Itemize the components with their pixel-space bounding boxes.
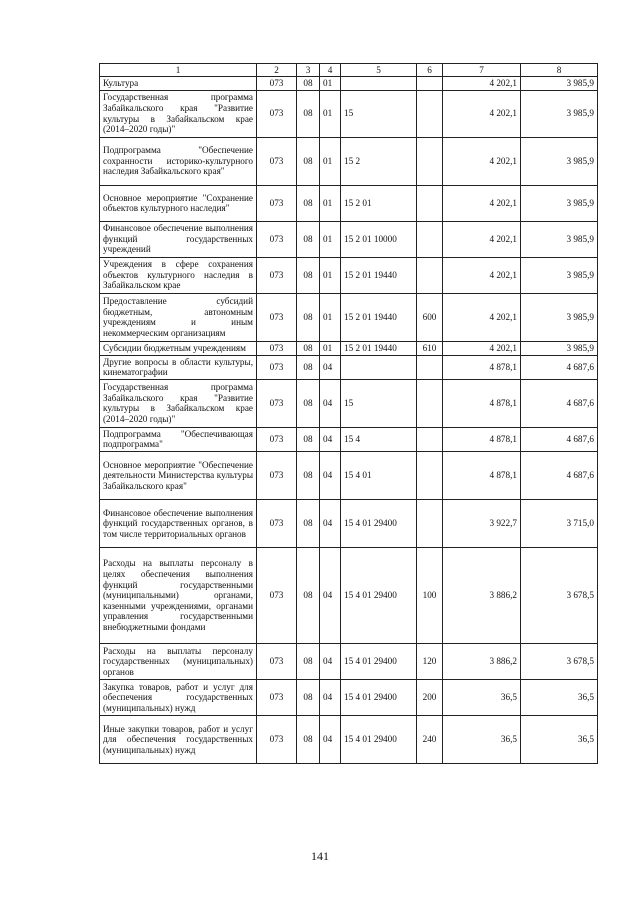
page-number: 141: [311, 849, 329, 863]
section-cell: 08: [297, 355, 320, 379]
amount-cell: 3 715,0: [521, 499, 598, 547]
subsection-cell: 04: [320, 643, 341, 679]
amount-cell: 3 678,5: [521, 643, 598, 679]
header-cell: 1: [100, 64, 257, 77]
code-cell: 073: [257, 379, 297, 427]
code-cell: 073: [257, 643, 297, 679]
target-article-cell: [341, 355, 417, 379]
expense-type-cell: [417, 379, 443, 427]
code-cell: 073: [257, 427, 297, 451]
target-article-cell: [341, 77, 417, 91]
row-name-cell: Основное мероприятие "Обеспечение деятельности Министерства культуры Забайкальского края": [100, 451, 257, 499]
subsection-cell: 04: [320, 451, 341, 499]
section-cell: 08: [297, 643, 320, 679]
row-name-cell: Другие вопросы в области культуры, кинематографии: [100, 355, 257, 379]
table-row: [100, 679, 598, 715]
subsection-cell: 01: [320, 137, 341, 185]
row-name-cell: Иные закупки товаров, работ и услуг для обеспечения государственных (муниципальных) нужд: [100, 715, 257, 763]
header-cell: 4: [320, 64, 341, 77]
target-article-cell: 15: [341, 90, 417, 137]
table-row: [100, 715, 598, 763]
amount-cell: 4 202,1: [443, 77, 521, 91]
section-cell: 08: [297, 185, 320, 221]
subsection-cell: 04: [320, 427, 341, 451]
subsection-cell: 01: [320, 77, 341, 91]
row-name-cell: Основное мероприятие "Сохранение объектов культурного наследия": [100, 185, 257, 221]
row-name-cell: Расходы на выплаты персоналу в целях обеспечения выполнения функций государственными (муниципальными) органами, казенными учреждениями, органами управления государственными внебюджетными фондами: [100, 547, 257, 643]
table-row: [100, 341, 598, 355]
table-row: [100, 137, 598, 185]
header-cell: 6: [417, 64, 443, 77]
expense-type-cell: [417, 427, 443, 451]
section-cell: 08: [297, 137, 320, 185]
target-article-cell: 15 4 01: [341, 451, 417, 499]
subsection-cell: 01: [320, 185, 341, 221]
expense-type-cell: 610: [417, 341, 443, 355]
amount-cell: 3 985,9: [521, 77, 598, 91]
expense-type-cell: [417, 90, 443, 137]
subsection-cell: 01: [320, 90, 341, 137]
amount-cell: 36,5: [443, 715, 521, 763]
expense-type-cell: [417, 451, 443, 499]
subsection-cell: 04: [320, 715, 341, 763]
amount-cell: 3 985,9: [521, 293, 598, 341]
amount-cell: 3 985,9: [521, 137, 598, 185]
amount-cell: 36,5: [521, 715, 598, 763]
amount-cell: 4 878,1: [443, 379, 521, 427]
expense-type-cell: [417, 355, 443, 379]
section-cell: 08: [297, 715, 320, 763]
amount-cell: 4 878,1: [443, 427, 521, 451]
target-article-cell: 15 4 01 29400: [341, 547, 417, 643]
target-article-cell: 15 2 01 19440: [341, 341, 417, 355]
amount-cell: 36,5: [521, 679, 598, 715]
row-name-cell: Субсидии бюджетным учреждениям: [100, 341, 257, 355]
amount-cell: 4 202,1: [443, 341, 521, 355]
section-cell: 08: [297, 427, 320, 451]
amount-cell: 4 878,1: [443, 355, 521, 379]
subsection-cell: 04: [320, 379, 341, 427]
code-cell: 073: [257, 137, 297, 185]
row-name-cell: Финансовое обеспечение выполнения функций государственных учреждений: [100, 221, 257, 257]
expense-type-cell: [417, 499, 443, 547]
table-row: [100, 293, 598, 341]
amount-cell: 4 202,1: [443, 185, 521, 221]
target-article-cell: 15 2: [341, 137, 417, 185]
header-cell: 3: [297, 64, 320, 77]
table-row: [100, 379, 598, 427]
expense-type-cell: 600: [417, 293, 443, 341]
table-row: [100, 355, 598, 379]
target-article-cell: 15 4 01 29400: [341, 643, 417, 679]
expense-type-cell: 120: [417, 643, 443, 679]
amount-cell: 4 687,6: [521, 355, 598, 379]
amount-cell: 4 202,1: [443, 257, 521, 293]
table-row: [100, 547, 598, 643]
code-cell: 073: [257, 90, 297, 137]
code-cell: 073: [257, 355, 297, 379]
header-cell: 2: [257, 64, 297, 77]
table-row: [100, 90, 598, 137]
subsection-cell: 01: [320, 257, 341, 293]
header-cell: 7: [443, 64, 521, 77]
section-cell: 08: [297, 221, 320, 257]
row-name-cell: Государственная программа Забайкальского края "Развитие культуры в Забайкальском крае (2014–2020 годы)": [100, 90, 257, 137]
section-cell: 08: [297, 499, 320, 547]
section-cell: 08: [297, 341, 320, 355]
row-name-cell: Подпрограмма "Обеспечение сохранности историко-культурного наследия Забайкальского края": [100, 137, 257, 185]
header-cell: 5: [341, 64, 417, 77]
amount-cell: 36,5: [443, 679, 521, 715]
expense-type-cell: [417, 185, 443, 221]
subsection-cell: 01: [320, 221, 341, 257]
section-cell: 08: [297, 547, 320, 643]
section-cell: 08: [297, 257, 320, 293]
expense-type-cell: [417, 137, 443, 185]
section-cell: 08: [297, 293, 320, 341]
row-name-cell: Финансовое обеспечение выполнения функций государственных органов, в том числе территориальных органов: [100, 499, 257, 547]
target-article-cell: 15 4 01 29400: [341, 679, 417, 715]
row-name-cell: Учреждения в сфере сохранения объектов культурного наследия в Забайкальском крае: [100, 257, 257, 293]
amount-cell: 3 922,7: [443, 499, 521, 547]
row-name-cell: Культура: [100, 77, 257, 91]
expense-type-cell: [417, 221, 443, 257]
target-article-cell: 15: [341, 379, 417, 427]
row-name-cell: Закупка товаров, работ и услуг для обеспечения государственных (муниципальных) нужд: [100, 679, 257, 715]
amount-cell: 3 985,9: [521, 221, 598, 257]
code-cell: 073: [257, 451, 297, 499]
header-cell: 8: [521, 64, 598, 77]
subsection-cell: 04: [320, 547, 341, 643]
row-name-cell: Предоставление субсидий бюджетным, автономным учреждениям и иным некоммерческим организациям: [100, 293, 257, 341]
subsection-cell: 04: [320, 679, 341, 715]
row-name-cell: Подпрограмма "Обеспечивающая подпрограмма": [100, 427, 257, 451]
target-article-cell: 15 4: [341, 427, 417, 451]
code-cell: 073: [257, 185, 297, 221]
table-row: [100, 451, 598, 499]
code-cell: 073: [257, 499, 297, 547]
section-cell: 08: [297, 679, 320, 715]
subsection-cell: 01: [320, 293, 341, 341]
target-article-cell: 15 2 01 19440: [341, 293, 417, 341]
subsection-cell: 04: [320, 355, 341, 379]
target-article-cell: 15 2 01: [341, 185, 417, 221]
target-article-cell: 15 2 01 10000: [341, 221, 417, 257]
amount-cell: 3 985,9: [521, 90, 598, 137]
amount-cell: 3 985,9: [521, 185, 598, 221]
amount-cell: 4 202,1: [443, 293, 521, 341]
table-row: [100, 185, 598, 221]
amount-cell: 3 678,5: [521, 547, 598, 643]
row-name-cell: Расходы на выплаты персоналу государственных (муниципальных) органов: [100, 643, 257, 679]
subsection-cell: 04: [320, 499, 341, 547]
amount-cell: 3 985,9: [521, 341, 598, 355]
amount-cell: 4 202,1: [443, 221, 521, 257]
code-cell: 073: [257, 257, 297, 293]
header-row: [100, 64, 598, 77]
subsection-cell: 01: [320, 341, 341, 355]
amount-cell: 4 202,1: [443, 90, 521, 137]
section-cell: 08: [297, 90, 320, 137]
expense-type-cell: 240: [417, 715, 443, 763]
code-cell: 073: [257, 293, 297, 341]
table-row: [100, 643, 598, 679]
section-cell: 08: [297, 77, 320, 91]
amount-cell: 4 687,6: [521, 451, 598, 499]
target-article-cell: 15 2 01 19440: [341, 257, 417, 293]
table-row: [100, 499, 598, 547]
section-cell: 08: [297, 451, 320, 499]
expense-type-cell: [417, 257, 443, 293]
expense-type-cell: [417, 77, 443, 91]
amount-cell: 4 202,1: [443, 137, 521, 185]
table-row: [100, 257, 598, 293]
code-cell: 073: [257, 679, 297, 715]
amount-cell: 3 886,2: [443, 643, 521, 679]
budget-table: [99, 63, 598, 764]
code-cell: 073: [257, 221, 297, 257]
amount-cell: 4 687,6: [521, 427, 598, 451]
code-cell: 073: [257, 77, 297, 91]
table-row: [100, 77, 598, 91]
amount-cell: 3 985,9: [521, 257, 598, 293]
table-row: [100, 221, 598, 257]
amount-cell: 4 687,6: [521, 379, 598, 427]
code-cell: 073: [257, 341, 297, 355]
target-article-cell: 15 4 01 29400: [341, 715, 417, 763]
expense-type-cell: 200: [417, 679, 443, 715]
code-cell: 073: [257, 547, 297, 643]
code-cell: 073: [257, 715, 297, 763]
row-name-cell: Государственная программа Забайкальского края "Развитие культуры в Забайкальском крае (2014–2020 годы)": [100, 379, 257, 427]
amount-cell: 3 886,2: [443, 547, 521, 643]
expense-type-cell: 100: [417, 547, 443, 643]
amount-cell: 4 878,1: [443, 451, 521, 499]
target-article-cell: 15 4 01 29400: [341, 499, 417, 547]
table-row: [100, 427, 598, 451]
section-cell: 08: [297, 379, 320, 427]
